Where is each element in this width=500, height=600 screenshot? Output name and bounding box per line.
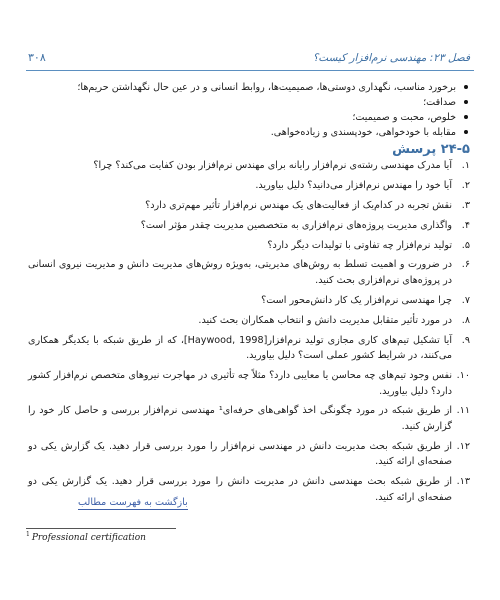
question-text: آیا مدرک مهندسی رشته‌ی نرم‌افزار رایانه برای مهندس نرم‌افزار بودن کفایت می‌کند؟ چرا؟	[93, 160, 452, 171]
question-number: ۵.	[461, 239, 470, 251]
question-number: ۹.	[461, 334, 470, 346]
question-number: ۱۲.	[456, 440, 470, 452]
question-item	[28, 439, 470, 470]
question-text: در ضرورت و اهمیت تسلط به روش‌های مدیریتی، به‌ویژه روش‌های مدیریت دانش و مدیریت نیروی انسانی در پروژه‌های نرم‌افزاری بحث کنید.	[28, 259, 452, 286]
question-item	[28, 238, 470, 254]
document-page	[26, 0, 474, 600]
question-item	[28, 178, 470, 194]
question-number: ۸.	[461, 314, 470, 326]
footnote	[26, 531, 146, 543]
bullet-list	[30, 80, 470, 140]
question-item	[28, 198, 470, 214]
section-title-text: پرسش	[392, 142, 437, 157]
question-item	[28, 257, 470, 288]
question-item	[28, 368, 470, 399]
question-number: ۴.	[461, 219, 470, 231]
question-text: تولید نرم‌افزار چه تفاوتی با تولیدات دیگر دارد؟	[267, 239, 452, 251]
bullet-item: مقابله با خودخواهی، خودپسندی و زیاده‌خواهی.	[30, 125, 470, 140]
question-number: ۱۰.	[456, 370, 470, 382]
question-text: از طریق شبکه در مورد چگونگی اخذ گواهی‌های حرفه‌ای¹ مهندسی نرم‌افزار بررسی و حاصل کار خود را گزارش کنید.	[28, 405, 452, 432]
question-text: آیا خود را مهندس نرم‌افزار می‌دانید؟ دلیل بیاورید.	[255, 179, 452, 191]
question-text: چرا مهندسی نرم‌افزار یک کار دانش‌محور است؟	[261, 294, 452, 306]
question-number: ۱۱.	[456, 405, 470, 417]
footnote-marker: 1	[26, 531, 30, 538]
back-to-toc-link[interactable]: بازگشت به فهرست مطالب	[78, 497, 188, 508]
question-number: ۱۳.	[456, 476, 470, 488]
page-number: ۳۰۸	[28, 51, 46, 64]
question-number: ۳.	[461, 199, 470, 211]
question-text: نفس وجود تیم‌های چه محاسن یا معایبی دارد؟ مثلاً چه تأثیری در مهاجرت نیروهای متخصص نرم‌افزار کشور دارد؟ دلیل بیاورید.	[28, 370, 452, 397]
question-text: در مورد تأثیر متقابل مدیریت دانش و انتخاب همکاران بحث کنید.	[198, 314, 452, 326]
question-text: نقش تجربه در کدام‌یک از فعالیت‌های یک مهندس نرم‌افزار تأثیر مهم‌تری دارد؟	[145, 199, 452, 211]
question-number: ۷.	[461, 294, 470, 306]
question-list	[28, 158, 470, 510]
question-number: ۶.	[461, 259, 470, 271]
question-item	[28, 403, 470, 434]
bullet-item: خلوص، محبت و صمیمیت؛	[30, 110, 470, 125]
question-item	[28, 293, 470, 309]
question-text: از طریق شبکه بحث مهندسی دانش در مدیریت دانش را مورد بررسی قرار دهید. یک گزارش یکی دو صفحه‌ای ارائه کنید.	[28, 476, 452, 503]
question-text: واگذاری مدیریت پروژه‌های نرم‌افزاری به متخصصین مدیریت چقدر مؤثر است؟	[140, 219, 452, 231]
section-number: ۲۴-۵	[440, 142, 470, 157]
bullet-item: صداقت؛	[30, 95, 470, 110]
question-item	[28, 218, 470, 234]
page-header	[26, 48, 474, 71]
question-number: ۲.	[461, 179, 470, 191]
question-item	[28, 313, 470, 329]
footnote-text: Professional certification	[31, 533, 146, 543]
question-number: ۱.	[461, 160, 470, 171]
footnote-divider	[26, 528, 176, 529]
question-item	[28, 158, 470, 174]
chapter-title: فصل ۲۳: مهندسی نرم‌افزار کیست؟	[312, 52, 470, 64]
section-heading	[392, 142, 470, 157]
bullet-item: برخورد مناسب، نگهداری دوستی‌ها، صمیمیت‌ها، روابط انسانی و در عین حال نگهداشتن حریم‌ها؛	[30, 80, 470, 95]
question-text: از طریق شبکه بحث مدیریت دانش در مهندسی نرم‌افزار را مورد بررسی قرار دهید. یک گزارش یکی دو صفحه‌ای ارائه کنید.	[28, 440, 452, 468]
question-text: آیا تشکیل تیم‌های کاری مجازی تولید نرم‌افزار[Haywood, 1998]، که از طریق شبکه با یکدیگر همکاری می‌کنند، در شرایط کشور عملی است؟ دلیل بیاورید.	[28, 334, 452, 362]
question-item	[28, 333, 470, 364]
